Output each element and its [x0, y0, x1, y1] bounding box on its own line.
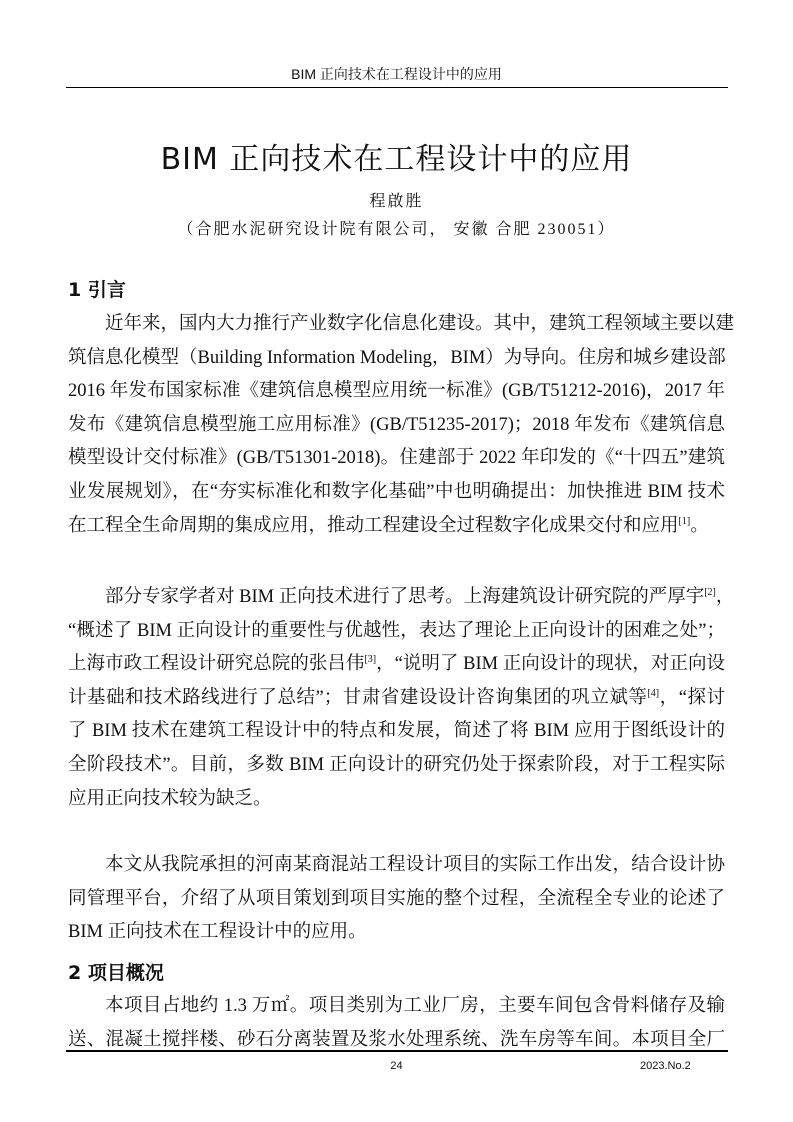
text-run: 本项目占地约 1.3 万㎡。项目类别为工业厂房，主要车间包含骨料储存及输 — [105, 996, 725, 1016]
text-line — [68, 849, 725, 883]
text-run: 业发展规划》，在“夯实标准化和数字化基础”中也明确提出：加快推进 BIM 技术 — [68, 481, 725, 502]
text-run: ， — [715, 587, 735, 607]
paper-title: BIM 正向技术在工程设计中的应用 — [160, 142, 633, 177]
text-line — [68, 442, 725, 476]
text-line — [68, 883, 725, 917]
running-header: BIM 正向技术在工程设计中的应用 — [291, 66, 502, 82]
footer-rule — [66, 1050, 728, 1052]
text-run: 上海市政工程设计研究总院的张吕伟 — [68, 654, 365, 675]
text-run: BIM 正向技术在工程设计中的应用。 — [68, 922, 367, 943]
citation-ref: [4] — [647, 687, 660, 699]
author: 程啟胜 — [369, 193, 424, 210]
text-line — [68, 648, 725, 682]
text-run: 近年来，国内大力推行产业数字化信息化建设。其中，建筑工程领域主要以建 — [105, 314, 735, 334]
text-line — [68, 615, 725, 649]
text-run: 模型设计交付标准》(GB/T51301-2018)。住建部于 2022 年印发的《“十四五”建筑 — [68, 448, 725, 469]
citation-ref: [2] — [704, 586, 716, 598]
text-run: 筑信息化模型（Building Information Modeling，BIM）为导向。住房和城乡建设部 — [68, 347, 726, 368]
text-run: 全阶段技术”。目前，多数 BIM 正向设计的研究仍处于探索阶段，对于工程实际 — [68, 754, 725, 775]
text-run: 。 — [690, 515, 709, 536]
text-line — [68, 916, 725, 950]
text-line — [68, 783, 725, 817]
text-run: 同管理平台，介绍了从项目策划到项目实施的整个过程，全流程全专业的论述了 — [68, 888, 725, 909]
text-run: ，“探讨 — [659, 687, 726, 708]
text-run: 发布《建筑信息模型施工应用标准》(GB/T51235-2017)；2018 年发布《建筑信息 — [68, 414, 725, 435]
text-run: ，“说明了 BIM 正向设计的现状，对正向设 — [376, 654, 725, 675]
text-line — [68, 749, 725, 783]
text-run: 在工程全生命周期的集成应用，推动工程建设全过程数字化成果交付和应用 — [68, 515, 679, 536]
section-heading-overview: 2 项目概况 — [68, 962, 164, 984]
text-line — [68, 510, 725, 544]
paragraph — [68, 308, 735, 543]
section-heading-intro: 1 引言 — [68, 279, 126, 301]
text-line — [68, 342, 725, 376]
paragraph — [68, 581, 735, 816]
paragraph — [68, 990, 725, 1057]
text-run: 部分专家学者对 BIM 正向技术进行了思考。上海建筑设计研究院的严厚宇 — [105, 587, 705, 607]
text-line — [68, 409, 725, 443]
text-line — [68, 476, 725, 510]
citation-ref: [1] — [678, 515, 691, 527]
text-line — [68, 375, 725, 409]
text-run: 计基础和技术路线进行了总结”；甘肃省建设设计咨询集团的巩立斌等 — [68, 687, 648, 708]
text-line — [68, 682, 725, 716]
text-line — [68, 581, 735, 615]
text-line — [68, 308, 735, 342]
issue-label: 2023.No.2 — [640, 1060, 691, 1072]
text-run: 应用正向技术较为缺乏。 — [68, 788, 272, 809]
text-run: 送、混凝土搅拌楼、砂石分离装置及浆水处理系统、洗车房等车间。本项目全厂 — [68, 1029, 725, 1050]
page-number: 24 — [390, 1060, 403, 1072]
text-line — [68, 715, 725, 749]
affiliation: （合肥水泥研究设计院有限公司， 安徽 合肥 230051） — [177, 221, 616, 238]
text-line — [68, 1024, 725, 1058]
text-run: “概述了 BIM 正向设计的重要性与优越性，表达了理论上正向设计的困难之处”； — [68, 620, 725, 641]
text-run: 了 BIM 技术在建筑工程设计中的特点和发展，简述了将 BIM 应用于图纸设计的 — [68, 721, 725, 742]
text-run: 2016 年发布国家标准《建筑信息模型应用统一标准》(GB/T51212-2016)，2017 年 — [68, 381, 725, 402]
text-run: 本文从我院承担的河南某商混站工程设计项目的实际工作出发，结合设计协 — [105, 855, 725, 875]
header-rule — [66, 87, 728, 88]
paragraph — [68, 849, 725, 950]
text-line — [68, 990, 725, 1024]
citation-ref: [3] — [364, 654, 377, 666]
